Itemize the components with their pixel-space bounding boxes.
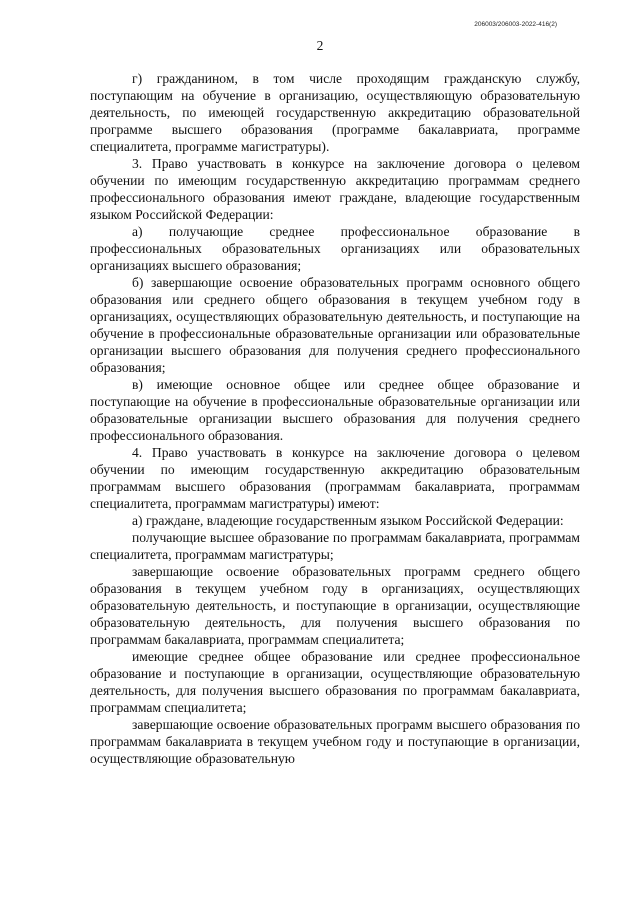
page-number: 2 <box>316 38 324 53</box>
document-id: 206003/206003-2022-416(2) <box>474 21 557 28</box>
paragraph-sub-4: завершающие освоение образовательных программ высшего образования по программам бакалавриата в текущем учебном году и поступающие в организации, осуществляющие образовательную <box>90 717 580 766</box>
paragraph-sub-2: завершающие освоение образовательных программ среднего общего образования в текущем учебном году в организациях, осуществляющих образовательную деятельность, и поступающие в организации, осуществляющие образовательную деятельность, для получения высшего образования по программам бакалавриата, программам специалитета; <box>90 564 580 647</box>
paragraph-clause-4: 4. Право участвовать в конкурсе на заключение договора о целевом обучении по имеющим государственную аккредитацию образовательным программам высшего образования (программам бакалавриата, программам специалитета, программам магистратуры) имеют: <box>90 445 580 511</box>
paragraph-item-g: г) гражданином, в том числе проходящим гражданскую службу, поступающим на обучение в организацию, осуществляющую образовательную деятельность, по имеющей государственную аккредитацию образовательной программе высшего образования (программе бакалавриата, программе специалитета, программе магистратуры). <box>90 71 580 154</box>
paragraph-clause-4-a: а) граждане, владеющие государственным языком Российской Федерации: <box>132 513 564 528</box>
paragraph-clause-3-a: а) получающие среднее профессиональное образование в профессиональных образовательных организациях или образовательных организациях высшего образования; <box>90 224 580 273</box>
paragraph-clause-3-v: в) имеющие основное общее или среднее общее образование и поступающие на обучение в профессиональные образовательные организации или образовательные организации высшего образования для получения среднего профессионального образования. <box>90 377 580 443</box>
paragraph-clause-3-b: б) завершающие освоение образовательных программ основного общего образования или среднего общего образования в текущем учебном году в организациях, осуществляющих образовательную деятельность, и поступающие на обучение в профессиональные образовательные организации или образовательные организации высшего образования для получения среднего профессионального образования; <box>90 275 580 375</box>
paragraph-clause-3: 3. Право участвовать в конкурсе на заключение договора о целевом обучении по имеющим государственную аккредитацию программам среднего профессионального образования имеют граждане, владеющие государственным языком Российской Федерации: <box>90 156 580 222</box>
paragraph-sub-1: получающие высшее образование по программам бакалавриата, программам специалитета, программам магистратуры; <box>90 530 580 562</box>
paragraph-sub-3: имеющие среднее общее образование или среднее профессиональное образование и поступающие в организации, осуществляющие образовательную деятельность, для получения высшего образования по программам бакалавриата, программам специалитета; <box>90 649 580 715</box>
document-body <box>90 70 580 767</box>
